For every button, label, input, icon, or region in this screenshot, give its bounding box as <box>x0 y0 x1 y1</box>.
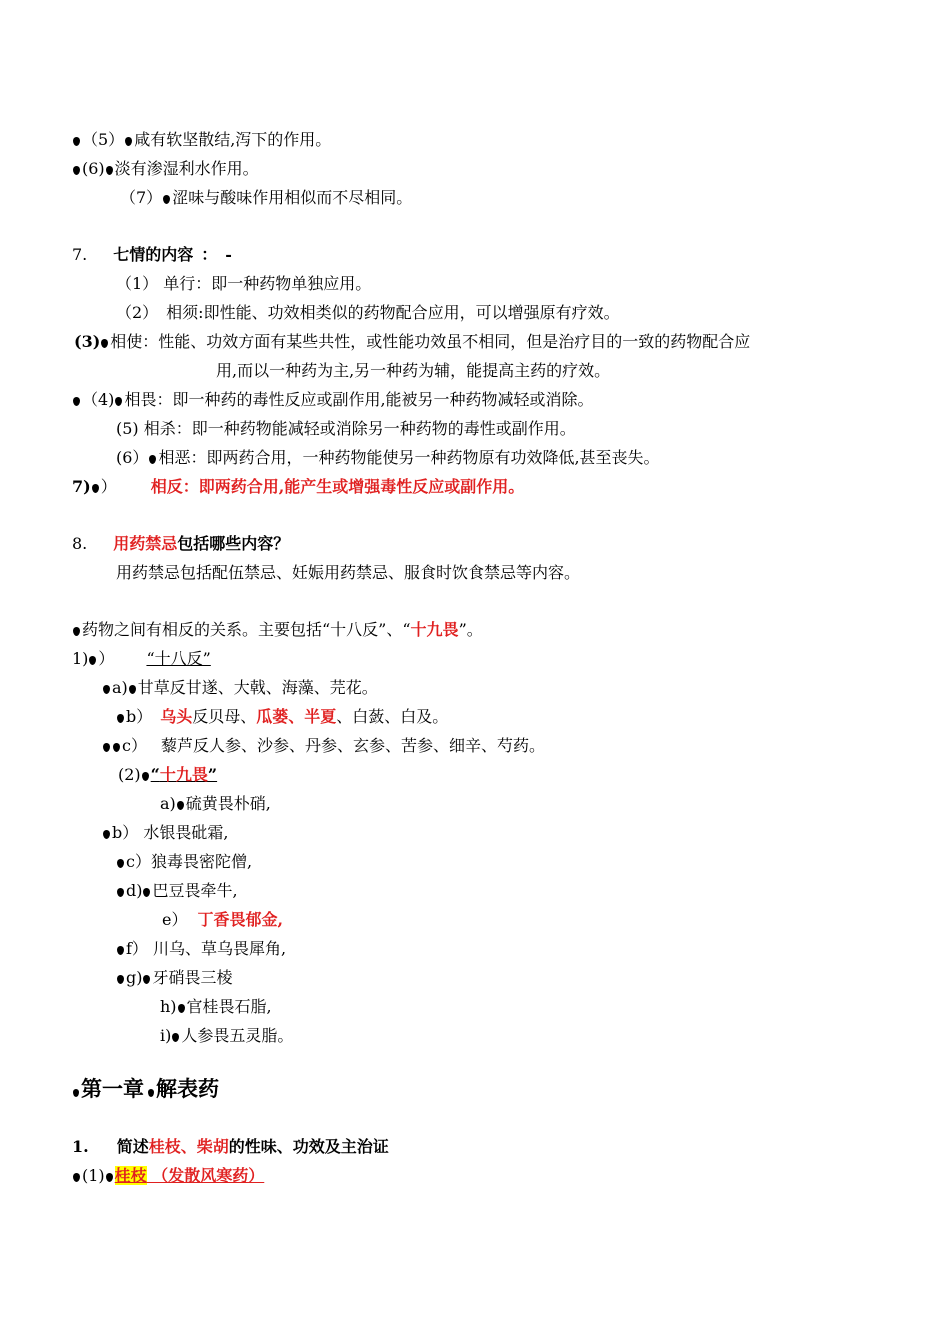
bullet-drop-icon <box>101 339 108 348</box>
q8-answer: 用药禁忌包括配伍禁忌、妊娠用药禁忌、服食时饮食禁忌等内容。 <box>116 563 581 582</box>
nineteen-heading: (2) “十九畏” <box>118 765 218 784</box>
bullet-drop-icon <box>149 455 156 464</box>
q7-item-1: （1） 单行：即一种药物单独应用。 <box>116 274 372 293</box>
taste-line-5: （5） 咸有软坚散结,泻下的作用。 <box>72 130 331 150</box>
eighteen-a: a) 甘草反甘遂、大戟、海藻、芫花。 <box>102 678 378 698</box>
nineteen-e: e） 丁香畏郁金, <box>162 910 284 929</box>
q1-sub-1: (1) 桂枝 （发散风寒药） <box>72 1166 264 1186</box>
bullet-drop-icon <box>103 830 110 839</box>
nineteen-a: a) 硫黄畏朴硝, <box>160 794 271 813</box>
q1-heading: 1. 简述桂枝、柴胡的性味、功效及主治证 <box>72 1137 389 1156</box>
taste-line-7: （7） 涩味与酸味作用相似而不尽相同。 <box>120 188 413 207</box>
bullet-drop-icon <box>73 627 80 636</box>
bullet-drop-icon <box>142 772 149 781</box>
taste-line-6: (6) 淡有渗湿利水作用。 <box>72 159 259 179</box>
bullet-drop-icon <box>106 1173 113 1182</box>
eighteen-b: b） 乌头反贝母、瓜蒌、半夏、白蔹、白及。 <box>116 707 448 727</box>
bullet-drop-icon <box>113 743 120 752</box>
bullet-drop-icon <box>117 714 124 723</box>
bullet-drop-icon <box>73 1173 80 1182</box>
nineteen-c: c）狼毒畏密陀僧, <box>116 852 252 872</box>
bullet-drop-icon <box>106 166 113 175</box>
bullet-drop-icon <box>178 1004 185 1013</box>
bullet-drop-icon <box>89 656 96 665</box>
bullet-drop-icon <box>129 685 136 694</box>
nineteen-i: i) 人参畏五灵脂。 <box>160 1026 294 1045</box>
nineteen-h: h) 官桂畏石脂, <box>160 997 272 1016</box>
bullet-drop-icon <box>163 195 170 204</box>
bullet-drop-icon <box>117 975 124 984</box>
bullet-drop-icon <box>143 975 150 984</box>
bullet-drop-icon <box>115 397 122 406</box>
q8-heading: 8. 用药禁忌包括哪些内容？ <box>72 534 290 553</box>
q7-item-7: 7) ） 相反：即两药合用,能产生或增强毒性反应或副作用。 <box>72 477 525 496</box>
bullet-drop-icon <box>92 484 99 493</box>
q7-heading: 7. 七情的内容 ： - <box>72 245 232 264</box>
nineteen-f: f） 川乌、草乌畏犀角, <box>116 939 286 959</box>
eighteen-heading: 1) ） “十八反” <box>72 649 211 668</box>
bullet-drop-icon <box>103 685 110 694</box>
bullet-drop-icon <box>73 166 80 175</box>
q7-item-6: (6） 相恶：即两药合用，一种药物能使另一种药物原有功效降低,甚至丧失。 <box>116 448 660 467</box>
bullet-drop-icon <box>143 888 150 897</box>
q7-item-4: （4) 相畏：即一种药的毒性反应或副作用,能被另一种药物减轻或消除。 <box>72 390 594 410</box>
bullet-drop-icon <box>117 946 124 955</box>
q7-item-3-cont: 用,而以一种药为主,另一种药为辅，能提高主药的疗效。 <box>216 361 611 380</box>
bullet-drop-icon <box>117 888 124 897</box>
eighteen-c: c） 藜芦反人参、沙参、丹参、玄参、苦参、细辛、芍药。 <box>102 736 545 756</box>
bullet-drop-icon <box>148 1089 154 1097</box>
q7-item-3: (3) 相使：性能、功效方面有某些共性，或性能功效虽不相同，但是治疗目的一致的药物配合应 <box>74 332 751 351</box>
fan-intro: 药物之间有相反的关系。主要包括“十八反”、“十九畏”。 <box>72 620 483 640</box>
bullet-drop-icon <box>103 743 110 752</box>
bullet-drop-icon <box>172 1033 179 1042</box>
nineteen-d: d) 巴豆畏牵牛, <box>116 881 238 901</box>
bullet-drop-icon <box>125 137 132 146</box>
bullet-drop-icon <box>73 397 80 406</box>
q7-item-2: （2） 相须:即性能、功效相类似的药物配合应用，可以增强原有疗效。 <box>116 303 620 322</box>
bullet-drop-icon <box>117 859 124 868</box>
nineteen-g: g) 牙硝畏三棱 <box>116 968 233 988</box>
q7-item-5: (5) 相杀：即一种药物能减轻或消除另一种药物的毒性或副作用。 <box>116 419 576 438</box>
nineteen-b: b） 水银畏砒霜, <box>102 823 228 843</box>
bullet-drop-icon <box>177 801 184 810</box>
bullet-drop-icon <box>73 137 80 146</box>
bullet-drop-icon <box>73 1089 79 1097</box>
chapter-title: 第一章 解表药 <box>72 1076 219 1102</box>
